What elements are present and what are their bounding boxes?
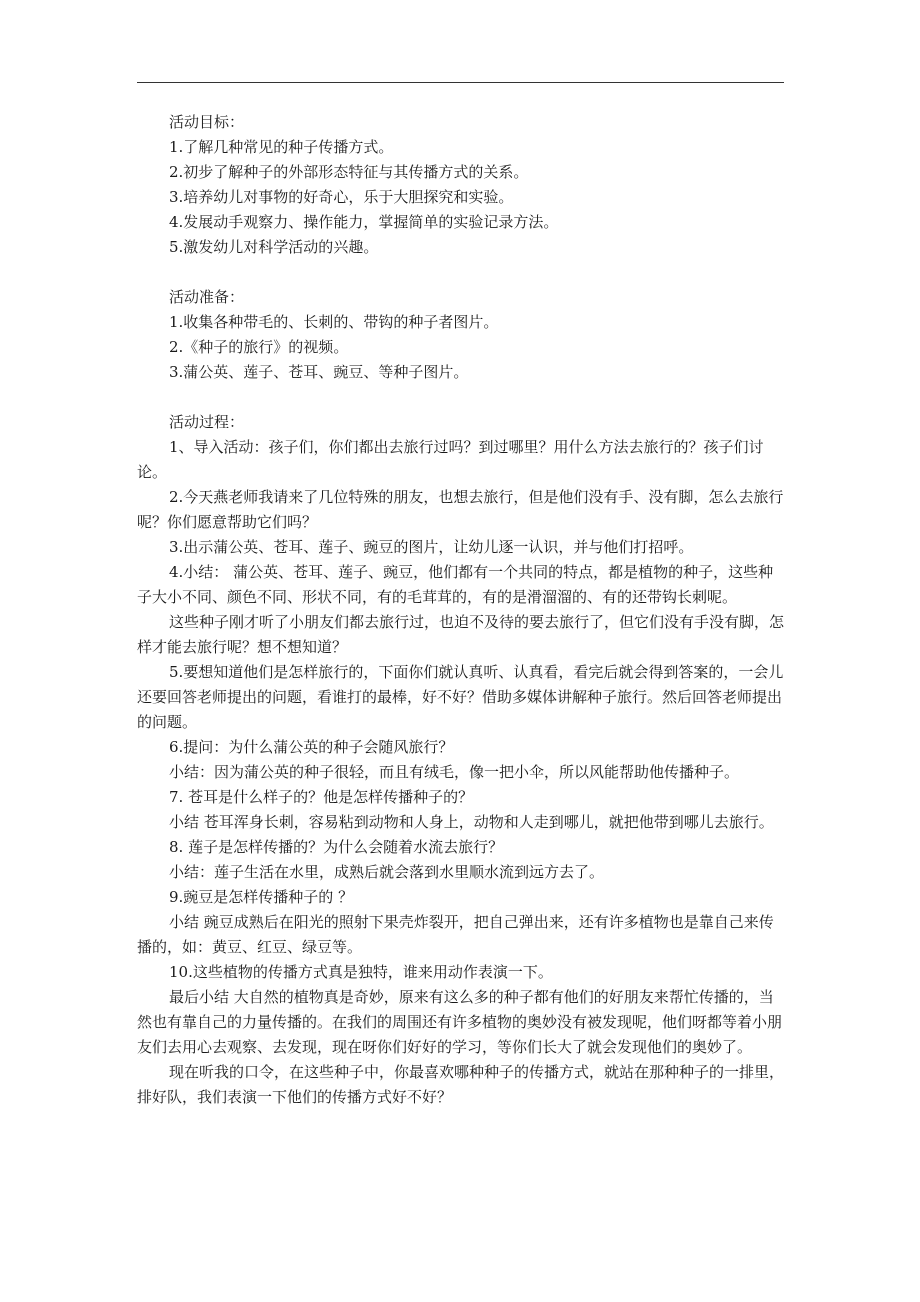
process-paragraph: 2.今天燕老师我请来了几位特殊的朋友，也想去旅行，但是他们没有手、没有脚，怎么去旅行呢？你们愿意帮助它们吗？ bbox=[137, 488, 784, 531]
process-paragraph: 4.小结： 蒲公英、苍耳、莲子、豌豆，他们都有一个共同的特点，都是植物的种子，这些种子大小不同、颜色不同、形状不同，有的毛茸茸的，有的是滑溜溜的、有的还带钩长刺呢。 bbox=[137, 563, 774, 606]
process-paragraph: 7. 苍耳是什么样子的？他是怎样传播种子的？ bbox=[169, 788, 474, 806]
process-paragraph: 现在听我的口令，在这些种子中，你最喜欢哪种种子的传播方式，就站在那种种子的一排里，排好队，我们表演一下他们的传播方式好不好？ bbox=[137, 1063, 785, 1106]
prep-item: 1.收集各种带毛的、长刺的、带钩的种子者图片。 bbox=[169, 313, 499, 331]
process-paragraph: 小结 苍耳浑身长刺，容易粘到动物和人身上，动物和人走到哪儿，就把他带到哪儿去旅行。 bbox=[169, 813, 774, 831]
process-heading: 活动过程： bbox=[169, 413, 245, 431]
process-paragraph: 这些种子刚才听了小朋友们都去旅行过，也迫不及待的要去旅行了，但它们没有手没有脚，怎样才能去旅行呢？想不想知道？ bbox=[137, 613, 785, 656]
goal-item: 3.培养幼儿对事物的好奇心，乐于大胆探究和实验。 bbox=[169, 188, 514, 206]
process-section bbox=[137, 410, 784, 1110]
process-paragraph: 5.要想知道他们是怎样旅行的，下面你们就认真听、认真看，看完后就会得到答案的，一会儿还要回答老师提出的问题，看谁打的最棒，好不好？借助多媒体讲解种子旅行。然后回答老师提出的问题。 bbox=[137, 663, 784, 731]
section-spacer bbox=[137, 385, 784, 410]
process-paragraph: 10.这些植物的传播方式真是独特，谁来用动作表演一下。 bbox=[169, 963, 553, 981]
process-paragraph: 8. 莲子是怎样传播的？为什么会随着水流去旅行？ bbox=[169, 838, 504, 856]
goal-item: 4.发展动手观察力、操作能力，掌握简单的实验记录方法。 bbox=[169, 213, 559, 231]
goals-section bbox=[137, 110, 784, 260]
process-paragraph: 3.出示蒲公英、苍耳、莲子、豌豆的图片，让幼儿逐一认识，并与他们打招呼。 bbox=[169, 538, 694, 556]
process-paragraph: 小结 豌豆成熟后在阳光的照射下果壳炸裂开，把自己弹出来，还有许多植物也是靠自己来传播的，如：黄豆、红豆、绿豆等。 bbox=[137, 913, 774, 956]
goal-item: 1.了解几种常见的种子传播方式。 bbox=[169, 138, 394, 156]
header-rule bbox=[137, 82, 784, 83]
prep-heading: 活动准备： bbox=[169, 288, 245, 306]
process-paragraph: 1、导入活动：孩子们，你们都出去旅行过吗？到过哪里？用什么方法去旅行的？孩子们讨论。 bbox=[137, 438, 764, 481]
process-paragraph: 最后小结 大自然的植物真是奇妙，原来有这么多的种子都有他们的好朋友来帮忙传播的，当然也有靠自己的力量传播的。在我们的周围还有许多植物的奥妙没有被发现呢，他们呀都等着小朋友们去用心去观察、去发现，现在呀你们好好的学习，等你们长大了就会发现他们的奥妙了。 bbox=[137, 988, 783, 1056]
section-spacer bbox=[137, 260, 784, 285]
prep-section bbox=[137, 285, 784, 385]
document-body bbox=[137, 110, 784, 1110]
prep-item: 3.蒲公英、莲子、苍耳、豌豆、等种子图片。 bbox=[169, 363, 469, 381]
process-paragraph: 9.豌豆是怎样传播种子的 ？ bbox=[169, 888, 354, 906]
goal-item: 2.初步了解种子的外部形态特征与其传播方式的关系。 bbox=[169, 163, 529, 181]
prep-item: 2.《种子的旅行》的视频。 bbox=[169, 338, 349, 356]
goals-heading: 活动目标： bbox=[169, 113, 245, 131]
process-paragraph: 小结：因为蒲公英的种子很轻，而且有绒毛，像一把小伞，所以风能帮助他传播种子。 bbox=[169, 763, 740, 781]
process-paragraph: 小结：莲子生活在水里，成熟后就会落到水里顺水流到远方去了。 bbox=[169, 863, 605, 881]
process-paragraph: 6.提问：为什么蒲公英的种子会随风旅行？ bbox=[169, 738, 454, 756]
goal-item: 5.激发幼儿对科学活动的兴趣。 bbox=[169, 238, 379, 256]
